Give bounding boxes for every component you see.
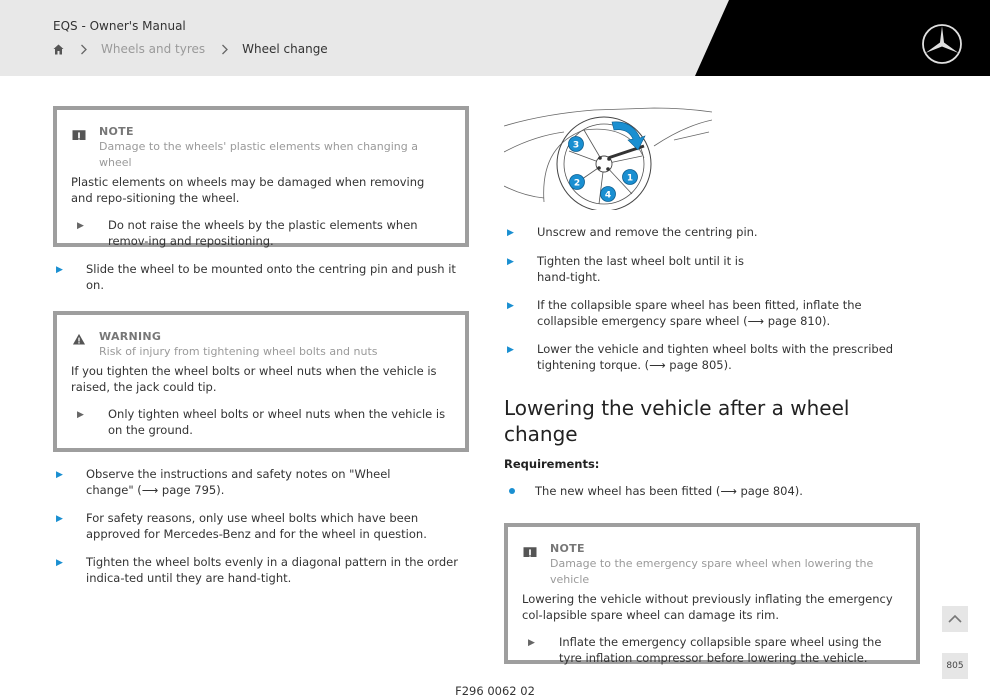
step-safety-bolts bbox=[53, 510, 469, 542]
step-arrow-icon: ▶ bbox=[56, 470, 63, 480]
step-unscrew-centring-pin bbox=[504, 224, 920, 241]
warning-box-tightening-bolts bbox=[53, 311, 469, 452]
warning-title: WARNING bbox=[99, 330, 162, 343]
note-step-text: Inflate the emergency collapsible spare wheel using the tyre inflation compressor before lowering the vehicle. bbox=[559, 635, 882, 665]
note-box-plastic-elements bbox=[53, 106, 469, 247]
warning-body: If you tighten the wheel bolts or wheel nuts when the vehicle is raised, the jack could tip. bbox=[71, 364, 437, 394]
step-text: Slide the wheel to be mounted onto the centring pin and push it on. bbox=[86, 262, 456, 292]
svg-text:1: 1 bbox=[626, 173, 634, 184]
step-text: If the collapsible spare wheel has been fitted, inflate the collapsible emergency spare wheel (⟶ page 810). bbox=[537, 298, 862, 328]
breadcrumb-current: Wheel change bbox=[242, 42, 328, 56]
figure-code: F296 0062 02 bbox=[455, 684, 535, 698]
step-inflate-spare bbox=[504, 297, 920, 329]
home-icon[interactable] bbox=[53, 44, 64, 55]
step-arrow-icon: ▶ bbox=[528, 638, 535, 648]
note-title: NOTE bbox=[550, 542, 585, 555]
left-column bbox=[53, 106, 469, 586]
warning-step bbox=[71, 406, 449, 438]
bolt-label-1 bbox=[623, 170, 638, 185]
exclamation-square-icon bbox=[522, 541, 538, 557]
step-text: Unscrew and remove the centring pin. bbox=[537, 225, 758, 239]
step-arrow-icon: ▶ bbox=[507, 257, 514, 267]
step-text: Tighten the last wheel bolt until it is hand-tight. bbox=[537, 254, 744, 284]
note-box-spare-wheel bbox=[504, 523, 920, 664]
step-tighten-last-bolt bbox=[504, 253, 920, 285]
chevron-right-icon bbox=[80, 44, 88, 55]
breadcrumb-link-wheels-and-tyres[interactable]: Wheels and tyres bbox=[101, 42, 206, 56]
step-tighten-diagonal bbox=[53, 554, 469, 586]
chevron-up-icon bbox=[942, 606, 968, 632]
warning-subtitle: Risk of injury from tightening wheel bolts and nuts bbox=[99, 345, 378, 358]
note-step bbox=[71, 217, 449, 249]
step-arrow-icon: ▶ bbox=[56, 514, 63, 524]
step-arrow-icon: ▶ bbox=[56, 558, 63, 568]
note-title: NOTE bbox=[99, 125, 134, 138]
step-slide-wheel bbox=[53, 261, 469, 293]
step-text: Lower the vehicle and tighten wheel bolts with the prescribed tightening torque. (⟶ page 805). bbox=[537, 342, 894, 372]
step-text: Observe the instructions and safety notes on "Wheel change" (⟶ page 795). bbox=[86, 467, 391, 497]
bolt-label-2 bbox=[570, 175, 585, 190]
step-text: For safety reasons, only use wheel bolts which have been approved for Mercedes-Benz and for the wheel in question. bbox=[86, 511, 427, 541]
bullet-dot-icon bbox=[509, 488, 515, 494]
requirements-label: Requirements: bbox=[504, 457, 600, 471]
page-number-badge[interactable]: 805 bbox=[942, 653, 968, 679]
step-arrow-icon: ▶ bbox=[507, 345, 514, 355]
breadcrumb bbox=[53, 42, 328, 56]
note-step-text: Do not raise the wheels by the plastic elements when remov-ing and repositioning. bbox=[108, 218, 418, 248]
exclamation-square-icon bbox=[71, 124, 87, 140]
chevron-right-icon bbox=[221, 44, 229, 55]
scroll-to-top-button[interactable] bbox=[942, 606, 968, 632]
step-arrow-icon: ▶ bbox=[507, 228, 514, 238]
requirement-item bbox=[504, 483, 920, 499]
wheel-bolt-diagram bbox=[504, 106, 712, 210]
step-arrow-icon: ▶ bbox=[56, 265, 63, 275]
note-subtitle: Damage to the wheels' plastic elements when changing a wheel bbox=[99, 140, 418, 169]
warning-step-text: Only tighten wheel bolts or wheel nuts when the vehicle is on the ground. bbox=[108, 407, 446, 437]
section-title-lowering: Lowering the vehicle after a wheel change bbox=[504, 396, 850, 446]
step-arrow-icon: ▶ bbox=[77, 410, 84, 420]
requirement-text: The new wheel has been fitted (⟶ page 804). bbox=[535, 484, 803, 498]
manual-title: EQS - Owner's Manual bbox=[53, 19, 186, 33]
bolt-label-3 bbox=[569, 137, 584, 152]
note-body: Plastic elements on wheels may be damaged when removing and repo-sitioning the wheel. bbox=[71, 175, 425, 205]
step-arrow-icon: ▶ bbox=[77, 221, 84, 231]
bolt-label-4 bbox=[601, 187, 616, 202]
svg-text:4: 4 bbox=[604, 190, 612, 201]
warning-triangle-icon bbox=[71, 329, 87, 345]
note-body: Lowering the vehicle without previously inflating the emergency col-lapsible spare wheel can damage its rim. bbox=[522, 592, 893, 622]
three-pointed-star-logo[interactable] bbox=[921, 23, 963, 65]
step-text: Tighten the wheel bolts evenly in a diagonal pattern in the order indica-ted until they are hand-tight. bbox=[86, 555, 458, 585]
step-lower-vehicle bbox=[504, 341, 920, 373]
note-step bbox=[522, 634, 900, 666]
svg-text:3: 3 bbox=[572, 140, 580, 151]
right-column bbox=[504, 106, 920, 664]
svg-text:2: 2 bbox=[573, 178, 581, 189]
step-observe-instructions bbox=[53, 466, 469, 498]
note-subtitle: Damage to the emergency spare wheel when lowering the vehicle bbox=[550, 557, 874, 586]
step-arrow-icon: ▶ bbox=[507, 301, 514, 311]
